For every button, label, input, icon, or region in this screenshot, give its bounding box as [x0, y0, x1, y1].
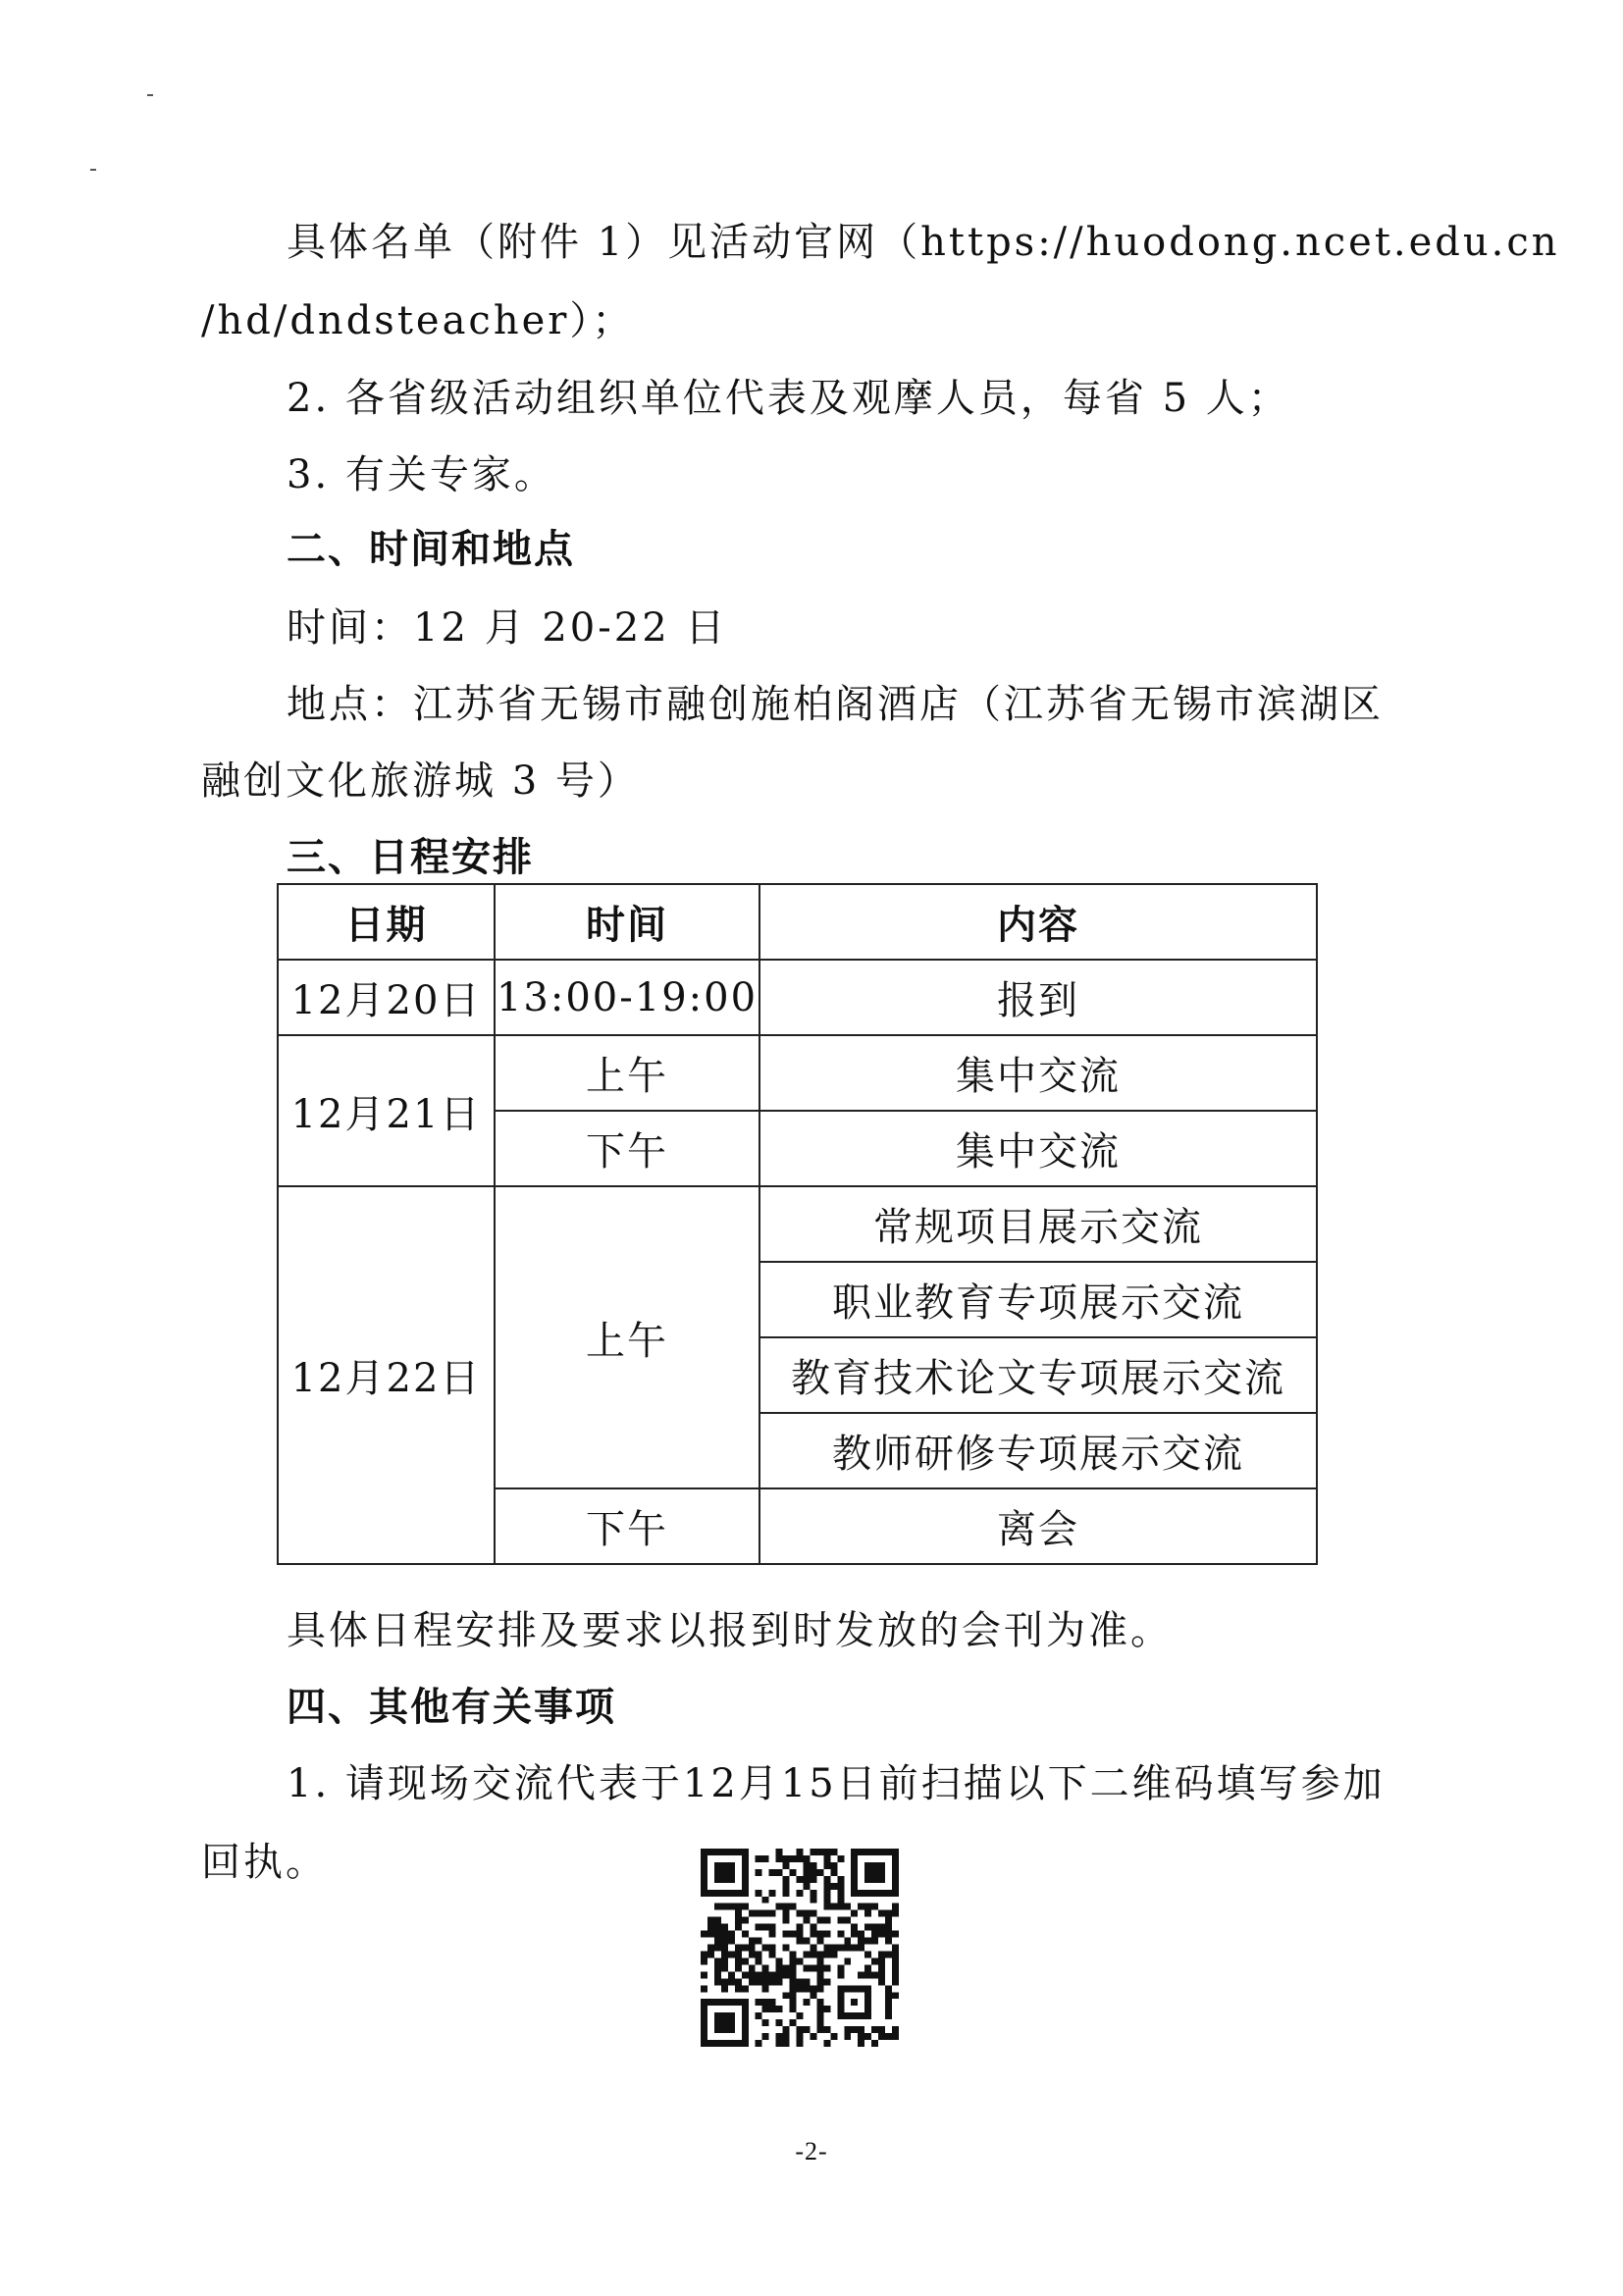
- schedule-table: [277, 883, 1318, 1565]
- day2-am-time: 上午: [495, 1035, 759, 1111]
- day2-pm-content: 集中交流: [759, 1111, 1317, 1186]
- day1-date: 12月20日: [278, 960, 495, 1035]
- day1-time: 13:00-19:00: [495, 960, 759, 1035]
- section-heading-time-place: 二、时间和地点: [287, 527, 575, 572]
- other-item-1-line2: 回执。: [201, 1840, 328, 1885]
- day3-am-content-1: 常规项目展示交流: [759, 1186, 1317, 1262]
- header-time: 时间: [495, 884, 759, 960]
- section-heading-schedule: 三、日程安排: [287, 835, 534, 880]
- day2-date: 12月21日: [278, 1035, 495, 1186]
- day3-am-content-2: 职业教育专项展示交流: [759, 1262, 1317, 1337]
- header-date: 日期: [278, 884, 495, 960]
- table-row: [278, 1035, 1317, 1111]
- day3-am-content-3: 教育技术论文专项展示交流: [759, 1337, 1317, 1413]
- day3-pm-time: 下午: [495, 1488, 759, 1564]
- attendee-item-2: 2. 各省级活动组织单位代表及观摩人员，每省 5 人；: [287, 376, 1290, 421]
- day2-am-content: 集中交流: [759, 1035, 1317, 1111]
- scan-speck: [90, 169, 96, 171]
- event-place-line1: 地点：江苏省无锡市融创施柏阁酒店（江苏省无锡市滨湖区: [287, 682, 1384, 727]
- day1-content: 报到: [759, 960, 1317, 1035]
- event-time: 时间：12 月 20-22 日: [287, 605, 728, 651]
- attendee-item-3: 3. 有关专家。: [287, 452, 556, 497]
- day3-am-time: 上午: [495, 1186, 759, 1488]
- header-content: 内容: [759, 884, 1317, 960]
- table-row: [278, 1186, 1317, 1262]
- section-heading-other-matters: 四、其他有关事项: [287, 1685, 616, 1730]
- schedule-note: 具体日程安排及要求以报到时发放的会刊为准。: [287, 1608, 1173, 1653]
- day3-date: 12月22日: [278, 1186, 495, 1564]
- paragraph-list-link-line2: /hd/dndsteacher）；: [201, 298, 635, 343]
- schedule-header-row: [278, 884, 1317, 960]
- day3-am-content-4: 教师研修专项展示交流: [759, 1413, 1317, 1488]
- page-number: -2-: [795, 2137, 828, 2166]
- day3-pm-content: 离会: [759, 1488, 1317, 1564]
- other-item-1-line1: 1. 请现场交流代表于12月15日前扫描以下二维码填写参加: [287, 1761, 1386, 1806]
- qr-code-icon[interactable]: [701, 1849, 899, 2047]
- table-row: [278, 960, 1317, 1035]
- paragraph-list-link-line1: 具体名单（附件 1）见活动官网（https://huodong.ncet.edu.cn: [287, 220, 1560, 265]
- scan-speck: [147, 94, 153, 96]
- day2-pm-time: 下午: [495, 1111, 759, 1186]
- event-place-line2: 融创文化旅游城 3 号）: [201, 758, 640, 804]
